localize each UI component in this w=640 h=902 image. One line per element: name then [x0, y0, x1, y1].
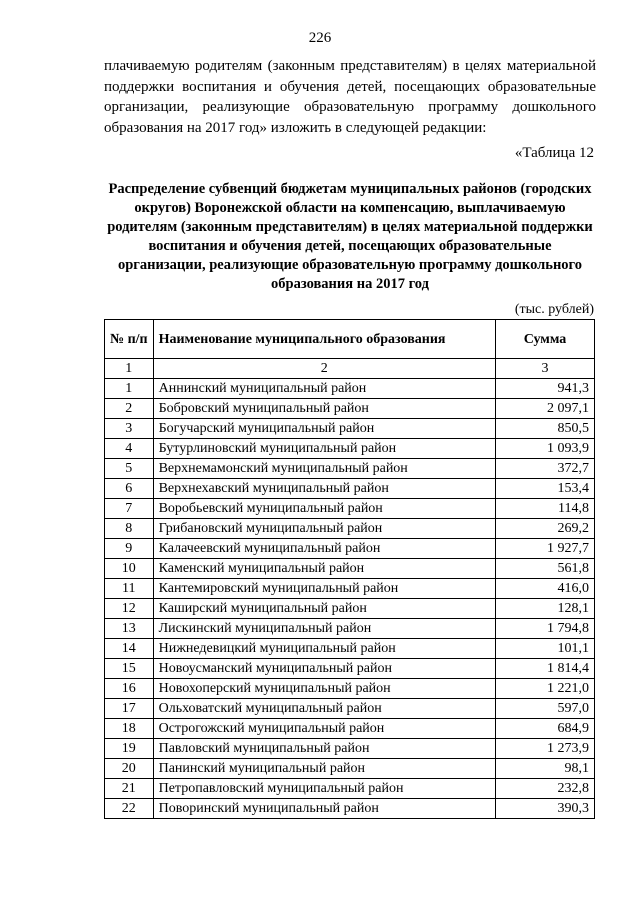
row-name: Верхнехавский муниципальный район [153, 479, 495, 499]
row-name: Поворинский муниципальный район [153, 799, 495, 819]
row-name: Каширский муниципальный район [153, 599, 495, 619]
row-name: Богучарский муниципальный район [153, 419, 495, 439]
row-name: Верхнемамонский муниципальный район [153, 459, 495, 479]
row-name: Панинский муниципальный район [153, 759, 495, 779]
column-index: 1 [105, 359, 154, 379]
table-row [105, 439, 595, 459]
row-number: 1 [105, 379, 154, 399]
row-number: 19 [105, 739, 154, 759]
row-number: 15 [105, 659, 154, 679]
table-row [105, 659, 595, 679]
table-row [105, 499, 595, 519]
row-number: 21 [105, 779, 154, 799]
row-sum: 1 221,0 [496, 679, 595, 699]
row-sum: 390,3 [496, 799, 595, 819]
column-index: 2 [153, 359, 495, 379]
table-row [105, 759, 595, 779]
row-number: 17 [105, 699, 154, 719]
row-sum: 1 273,9 [496, 739, 595, 759]
table-row [105, 459, 595, 479]
row-number: 8 [105, 519, 154, 539]
row-name: Бобровский муниципальный район [153, 399, 495, 419]
row-sum: 1 814,4 [496, 659, 595, 679]
table-row [105, 559, 595, 579]
row-name: Кантемировский муниципальный район [153, 579, 495, 599]
row-name: Ольховатский муниципальный район [153, 699, 495, 719]
row-number: 22 [105, 799, 154, 819]
row-number: 6 [105, 479, 154, 499]
row-name: Грибановский муниципальный район [153, 519, 495, 539]
row-sum: 269,2 [496, 519, 595, 539]
row-sum: 114,8 [496, 499, 595, 519]
table-row [105, 479, 595, 499]
row-sum: 2 097,1 [496, 399, 595, 419]
row-number: 14 [105, 639, 154, 659]
row-name: Калачеевский муниципальный район [153, 539, 495, 559]
row-name: Острогожский муниципальный район [153, 719, 495, 739]
row-sum: 561,8 [496, 559, 595, 579]
table-row [105, 639, 595, 659]
row-sum: 597,0 [496, 699, 595, 719]
row-number: 18 [105, 719, 154, 739]
intro-paragraph: плачиваемую родителям (законным представителям) в целях материальной поддержки воспитания и обучения детей, посещающих образовательные организации, реализующие образовательную программу дошкольного образования на 2017 год» изложить в следующей редакции: [104, 58, 596, 136]
row-number: 7 [105, 499, 154, 519]
subsidy-table [104, 319, 595, 819]
row-sum: 232,8 [496, 779, 595, 799]
table-row [105, 399, 595, 419]
row-number: 11 [105, 579, 154, 599]
row-sum: 128,1 [496, 599, 595, 619]
units-label: (тыс. рублей) [514, 302, 594, 317]
row-number: 3 [105, 419, 154, 439]
row-name: Аннинский муниципальный район [153, 379, 495, 399]
row-sum: 153,4 [496, 479, 595, 499]
row-sum: 684,9 [496, 719, 595, 739]
table-row [105, 619, 595, 639]
table-row [105, 539, 595, 559]
row-sum: 372,7 [496, 459, 595, 479]
page-number: 226 [308, 30, 332, 46]
row-name: Новохоперский муниципальный район [153, 679, 495, 699]
header-sum: Сумма [496, 320, 595, 359]
table-row [105, 799, 595, 819]
row-name: Нижнедевицкий муниципальный район [153, 639, 495, 659]
row-sum: 101,1 [496, 639, 595, 659]
table-title: Распределение субвенций бюджетам муниципальных районов (городских округов) Воронежской области на компенсацию, выплачиваемую родителям (законным представителям) в целях материальной поддержки воспитания и обучения детей, посещающих образовательные организации, реализующие образовательную программу дошкольного образования на 2017 год [107, 181, 593, 292]
row-sum: 1 093,9 [496, 439, 595, 459]
row-sum: 1 927,7 [496, 539, 595, 559]
row-sum: 850,5 [496, 419, 595, 439]
row-name: Каменский муниципальный район [153, 559, 495, 579]
row-name: Лискинский муниципальный район [153, 619, 495, 639]
table-row [105, 739, 595, 759]
row-sum: 416,0 [496, 579, 595, 599]
table-row [105, 779, 595, 799]
row-number: 2 [105, 399, 154, 419]
row-number: 20 [105, 759, 154, 779]
column-index-row [105, 359, 595, 379]
row-name: Павловский муниципальный район [153, 739, 495, 759]
table-row [105, 519, 595, 539]
row-name: Воробьевский муниципальный район [153, 499, 495, 519]
row-name: Петропавловский муниципальный район [153, 779, 495, 799]
table-row [105, 419, 595, 439]
row-sum: 98,1 [496, 759, 595, 779]
row-name: Новоусманский муниципальный район [153, 659, 495, 679]
row-number: 13 [105, 619, 154, 639]
row-number: 4 [105, 439, 154, 459]
header-num: № п/п [105, 320, 154, 359]
table-row [105, 379, 595, 399]
row-sum: 1 794,8 [496, 619, 595, 639]
column-index: 3 [496, 359, 595, 379]
table-row [105, 599, 595, 619]
table-label: «Таблица 12 [514, 145, 594, 161]
table-row [105, 579, 595, 599]
row-number: 16 [105, 679, 154, 699]
row-number: 10 [105, 559, 154, 579]
header-name: Наименование муниципального образования [153, 320, 495, 359]
table-row [105, 719, 595, 739]
row-sum: 941,3 [496, 379, 595, 399]
table-row [105, 699, 595, 719]
row-number: 9 [105, 539, 154, 559]
table-row [105, 679, 595, 699]
row-number: 5 [105, 459, 154, 479]
row-name: Бутурлиновский муниципальный район [153, 439, 495, 459]
table-header-row [105, 320, 595, 359]
row-number: 12 [105, 599, 154, 619]
